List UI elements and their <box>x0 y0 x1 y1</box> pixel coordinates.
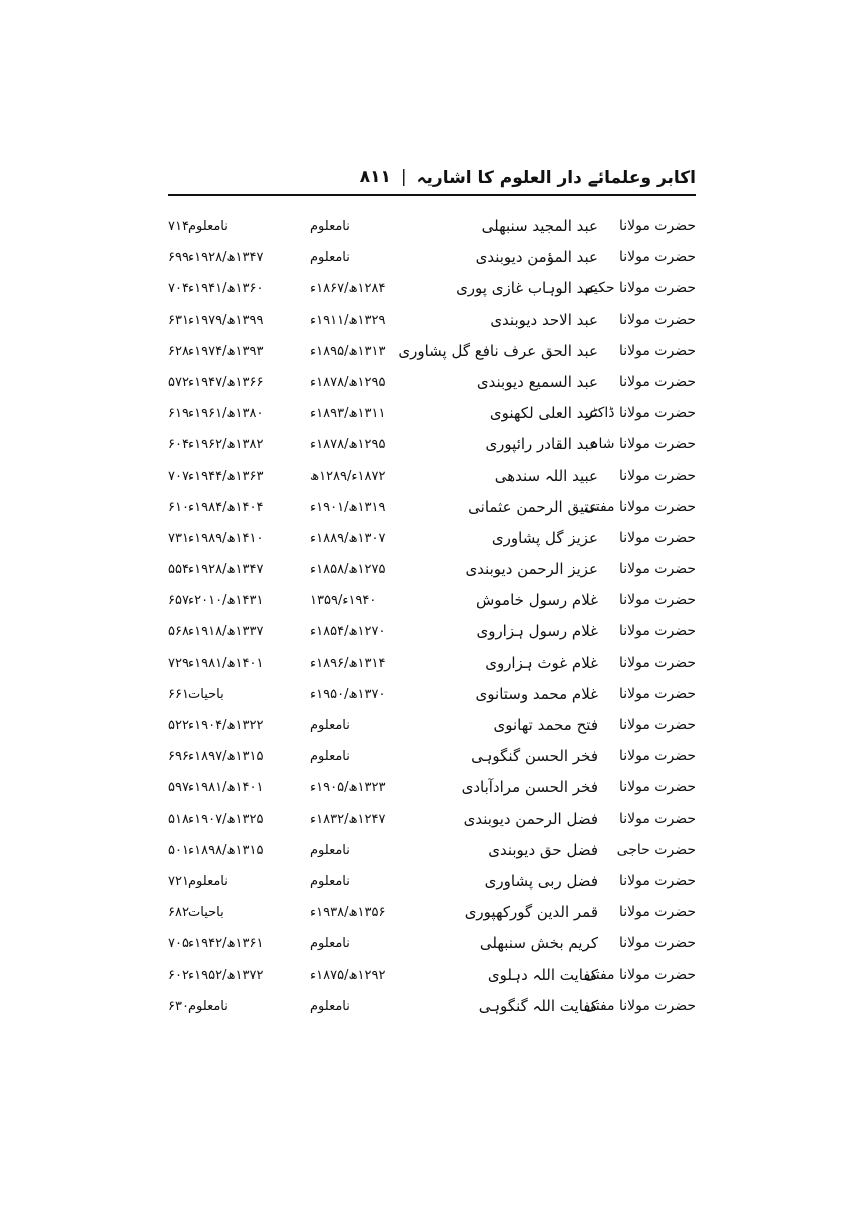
birth-date: ۱۳۷۰ھ/۱۹۵۰ء <box>310 686 386 702</box>
birth-date: ۱۳۲۳ھ/۱۹۰۵ء <box>310 780 386 796</box>
book-title: اکابر وعلمائے دار العلوم کا اشاریہ <box>416 167 696 188</box>
index-row <box>168 772 696 803</box>
page-reference: ۶۰۴ <box>168 437 189 453</box>
honorific: حضرت مولانا ڈاکٹر <box>585 405 696 422</box>
scholar-name: عبد القادر رائپوری <box>485 435 598 454</box>
scholar-name: عبید اللہ سندھی <box>494 466 598 485</box>
honorific: حضرت مولانا <box>618 561 696 578</box>
index-row <box>168 960 696 991</box>
birth-date: ۱۲۴۷ھ/۱۸۳۲ء <box>310 811 386 827</box>
scholar-name: عبد الاحد دیوبندی <box>490 310 598 329</box>
birth-date: ۱۳۰۷ھ/۱۸۸۹ء <box>310 530 386 546</box>
scholar-name: فضل حق دیوبندی <box>488 840 598 859</box>
page-reference: ۶۳۱ <box>168 312 189 328</box>
page-reference: ۷۲۱ <box>168 873 189 889</box>
scholar-name: فخر الحسن گنگوہی <box>471 747 598 766</box>
honorific: حضرت مولانا <box>618 748 696 765</box>
honorific: حضرت مولانا <box>618 717 696 733</box>
page-reference: ۶۱۰ <box>168 499 189 515</box>
index-row <box>168 928 696 959</box>
death-date: ۱۳۶۳ھ/۱۹۴۴ء <box>188 468 264 484</box>
honorific: حضرت مولانا <box>618 592 696 609</box>
page-reference: ۶۸۲ <box>168 905 189 921</box>
birth-date: ۱۲۷۵ھ/۱۸۵۸ء <box>310 562 386 578</box>
scholar-name: عزیز گل پشاوری <box>491 528 598 547</box>
scholar-name: غلام محمد وستانوی <box>475 684 598 703</box>
page-reference: ۷۳۱ <box>168 530 189 546</box>
scholar-name: کفایت اللہ گنگوہی <box>478 996 598 1015</box>
scholar-name: عبد الوہاب غازی پوری <box>456 279 598 298</box>
index-row <box>168 429 696 460</box>
index-row <box>168 710 696 741</box>
birth-date: ۱۲۹۵ھ/۱۸۷۸ء <box>310 437 386 453</box>
birth-date: نامعلوم <box>310 873 350 889</box>
birth-date: نامعلوم <box>310 749 350 765</box>
page-reference: ۵۱۸ <box>168 811 189 827</box>
honorific: حضرت مولانا <box>618 529 696 546</box>
honorific: حضرت مولانا <box>618 218 696 234</box>
index-row <box>168 585 696 616</box>
honorific: حضرت مولانا مفتی <box>584 498 696 515</box>
death-date: ۱۳۶۱ھ/۱۹۴۲ء <box>188 936 264 952</box>
birth-date: ۱۲۸۴ھ/۱۸۶۷ء <box>310 281 386 297</box>
page-reference: ۵۰۱ <box>168 842 189 858</box>
index-row <box>168 991 696 1022</box>
index-row <box>168 461 696 492</box>
birth-date: نامعلوم <box>310 718 350 733</box>
birth-date: ۱۲۹۲ھ/۱۸۷۵ء <box>310 967 386 983</box>
page-reference: ۶۳۰ <box>168 998 189 1014</box>
death-date: باحیات <box>188 905 224 921</box>
death-date: ۱۳۹۳ھ/۱۹۷۴ء <box>188 343 264 359</box>
death-date: نامعلوم <box>188 998 228 1014</box>
index-row <box>168 211 696 242</box>
scholar-name: قمر الدین گورکھپوری <box>464 903 598 922</box>
honorific: حضرت مولانا <box>618 623 696 640</box>
death-date: باحیات <box>188 686 224 702</box>
death-date: ۱۳۱۵ھ/۱۸۹۸ء <box>188 842 264 858</box>
death-date: ۱۴۱۰ھ/۱۹۸۹ء <box>188 530 264 546</box>
header-rule <box>168 194 696 196</box>
page-reference: ۶۹۹ <box>168 250 189 266</box>
scholar-name: فخر الحسن مرادآبادی <box>461 778 598 797</box>
death-date: ۱۳۶۰ھ/۱۹۴۱ء <box>188 281 264 297</box>
birth-date: ۱۳۵۶ھ/۱۹۳۸ء <box>310 905 386 921</box>
honorific: حضرت مولانا <box>618 872 696 889</box>
death-date: ۱۳۳۷ھ/۱۹۱۸ء <box>188 624 264 640</box>
index-row <box>168 616 696 647</box>
death-date: ۱۳۴۷ھ/۱۹۲۸ء <box>188 250 264 266</box>
honorific: حضرت مولانا <box>618 311 696 328</box>
honorific: حضرت مولانا <box>618 249 696 266</box>
honorific: حضرت مولانا <box>618 779 696 796</box>
death-date: ۱۳۸۰ھ/۱۹۶۱ء <box>188 406 264 422</box>
index-row <box>168 305 696 336</box>
honorific: حضرت مولانا حکیم <box>584 280 696 297</box>
page-reference: ۶۲۸ <box>168 343 189 359</box>
page-reference: ۶۶۱ <box>168 686 189 702</box>
page-reference: ۵۲۲ <box>168 718 189 733</box>
birth-date: نامعلوم <box>310 250 350 266</box>
page-reference: ۶۰۲ <box>168 967 189 983</box>
page-reference: ۷۰۷ <box>168 468 189 484</box>
death-date: ۱۳۹۹ھ/۱۹۷۹ء <box>188 312 264 328</box>
honorific: حضرت مولانا <box>618 685 696 702</box>
honorific: حضرت مولانا شاہ <box>590 436 696 453</box>
death-date: ۱۴۰۱ھ/۱۹۸۱ء <box>188 780 264 796</box>
page-reference: ۵۹۷ <box>168 780 189 796</box>
index-row <box>168 554 696 585</box>
scholar-name: فضل ربی پشاوری <box>484 871 598 890</box>
birth-date: نامعلوم <box>310 998 350 1014</box>
honorific: حضرت مولانا <box>618 342 696 359</box>
honorific: حضرت مولانا <box>618 373 696 390</box>
death-date: نامعلوم <box>188 219 228 234</box>
honorific: حضرت مولانا <box>618 654 696 671</box>
honorific: حضرت مولانا مفتی <box>584 966 696 983</box>
page-reference: ۵۶۸ <box>168 624 189 640</box>
index-row <box>168 242 696 273</box>
scholar-name: غلام غوث ہزاروی <box>485 653 598 672</box>
page-reference: ۷۰۵ <box>168 936 189 952</box>
page-reference: ۵۷۲ <box>168 374 189 390</box>
index-row <box>168 523 696 554</box>
running-header <box>168 162 696 192</box>
page-reference: ۷۱۴ <box>168 219 189 234</box>
birth-date: ۱۳۱۴ھ/۱۸۹۶ء <box>310 655 386 671</box>
scholar-name: عبد المجید سنبھلی <box>481 217 598 235</box>
birth-date: نامعلوم <box>310 936 350 952</box>
birth-date: نامعلوم <box>310 219 350 234</box>
birth-date: ۱۹۴۰ء/۱۳۵۹ <box>310 593 377 609</box>
scholar-name: غلام رسول خاموش <box>475 591 598 610</box>
index-table <box>168 211 696 1022</box>
index-row <box>168 336 696 367</box>
index-row <box>168 648 696 679</box>
scholar-name: غلام رسول ہزاروی <box>476 622 598 641</box>
death-date: ۱۳۴۷ھ/۱۹۲۸ء <box>188 562 264 578</box>
death-date: ۱۳۲۲ھ/۱۹۰۴ء <box>188 718 264 733</box>
death-date: ۱۳۶۶ھ/۱۹۴۷ء <box>188 374 264 390</box>
index-row <box>168 367 696 398</box>
death-date: ۱۳۷۲ھ/۱۹۵۲ء <box>188 967 264 983</box>
scholar-name: عبد العلی لکھنوی <box>489 404 598 423</box>
honorific: حضرت مولانا <box>618 467 696 484</box>
index-row <box>168 492 696 523</box>
scholar-name: فتح محمد تھانوی <box>493 716 598 734</box>
birth-date: ۱۲۷۰ھ/۱۸۵۴ء <box>310 624 386 640</box>
birth-date: ۱۳۱۹ھ/۱۹۰۱ء <box>310 499 386 515</box>
page-reference: ۶۹۶ <box>168 749 189 765</box>
birth-date: ۱۳۱۱ھ/۱۸۹۳ء <box>310 406 386 422</box>
honorific: حضرت مولانا مفتی <box>584 997 696 1014</box>
death-date: ۱۳۲۵ھ/۱۹۰۷ء <box>188 811 264 827</box>
page-reference: ۷۲۹ <box>168 655 189 671</box>
scholar-name: عبد المؤمن دیوبندی <box>475 248 598 267</box>
header-separator: | <box>400 167 407 187</box>
death-date: ۱۳۱۵ھ/۱۸۹۷ء <box>188 749 264 765</box>
index-row <box>168 273 696 304</box>
index-row <box>168 804 696 835</box>
index-row <box>168 866 696 897</box>
scholar-name: عبد السمیع دیوبندی <box>476 372 598 391</box>
index-row <box>168 398 696 429</box>
death-date: ۱۴۳۱ھ/۲۰۱۰ء <box>188 593 264 609</box>
index-row <box>168 835 696 866</box>
scholar-name: عتیق الرحمن عثمانی <box>468 497 598 516</box>
scholar-name: عبد الحق عرف نافع گل پشاوری <box>398 341 598 360</box>
death-date: ۱۳۸۲ھ/۱۹۶۲ء <box>188 437 264 453</box>
scholar-name: کریم بخش سنبھلی <box>479 934 598 953</box>
honorific: حضرت مولانا <box>618 935 696 952</box>
scholar-name: کفایت اللہ دہلوی <box>487 965 598 984</box>
death-date: نامعلوم <box>188 873 228 889</box>
honorific: حضرت مولانا <box>618 810 696 827</box>
index-row <box>168 897 696 928</box>
birth-date: ۱۲۹۵ھ/۱۸۷۸ء <box>310 374 386 390</box>
page-reference: ۷۰۴ <box>168 281 189 297</box>
index-row <box>168 679 696 710</box>
honorific: حضرت حاجی <box>616 841 696 858</box>
page-number: ۸۱۱ <box>359 167 391 187</box>
scholar-name: فضل الرحمن دیوبندی <box>463 809 598 828</box>
birth-date: ۱۸۷۲ء/۱۲۸۹ھ <box>310 468 386 484</box>
birth-date: ۱۳۱۳ھ/۱۸۹۵ء <box>310 343 386 359</box>
page-reference: ۶۵۷ <box>168 593 189 609</box>
birth-date: ۱۳۲۹ھ/۱۹۱۱ء <box>310 312 386 328</box>
index-row <box>168 741 696 772</box>
death-date: ۱۴۰۱ھ/۱۹۸۱ء <box>188 655 264 671</box>
scholar-name: عزیز الرحمن دیوبندی <box>465 560 598 579</box>
honorific: حضرت مولانا <box>618 904 696 921</box>
page-reference: ۶۱۹ <box>168 406 189 422</box>
birth-date: نامعلوم <box>310 842 350 858</box>
page-reference: ۵۵۴ <box>168 562 189 578</box>
death-date: ۱۴۰۴ھ/۱۹۸۴ء <box>188 499 264 515</box>
